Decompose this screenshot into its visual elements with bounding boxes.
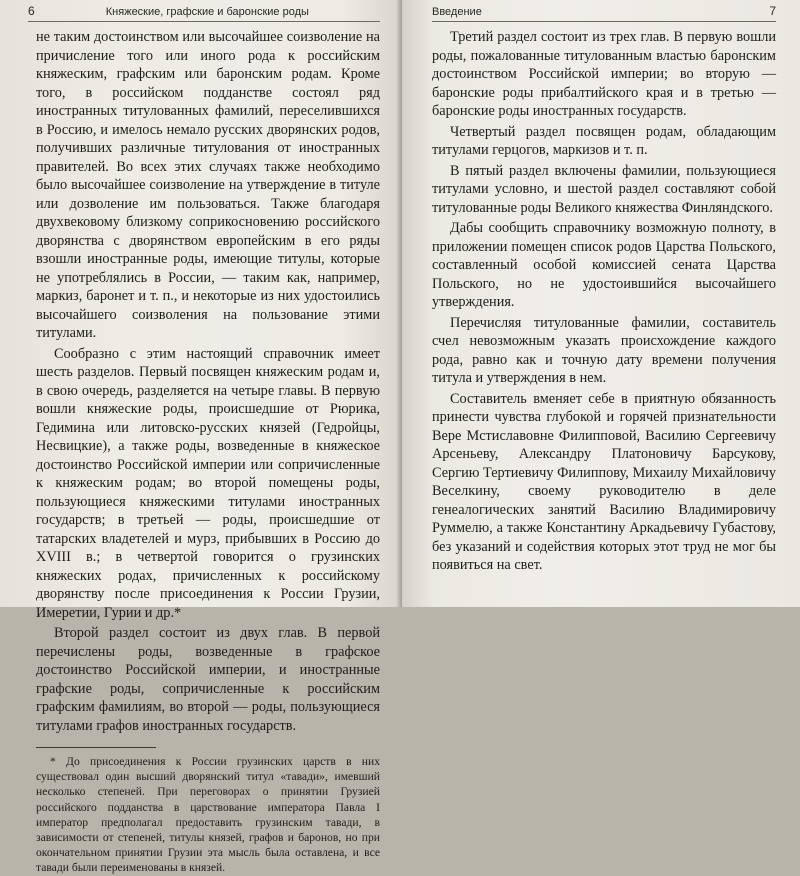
left-paragraph: не таким достоинством или высочайшее соизволение на причисление того или иного рода к российским княжеским, графским или баронским родам. Кроме того, в российском подданстве состоял ряд иностранных титулованных фамилий, переселившихся в Россию, и имелось немало русских дворянских родов, получивших различные титулования от иностранных правителей. Во всех этих случаях также необходимо было высочайшее соизволение на утверждение в титуле или дозволение им пользоваться. Также благодаря двухвековому близкому соприкосновению российского дворянства с дворянством европейским в его ряды взошли иностранные роды, имеющие титулы, которые не употреблялись в России, — таким как, например, маркиз, баронет и т. п., и некоторые из них удостоились высочайшего соизволения на пользование этими титулами.: [36, 29, 380, 341]
right-paragraph: В пятый раздел включены фамилии, пользующиеся титулами условно, и шестой раздел составляют собой титулованные роды Великого княжества Финляндского.: [432, 162, 776, 216]
left-paragraph: Сообразно с этим настоящий справочник имеет шесть разделов. Первый посвящен княжеским родам и, в свою очередь, разделяется на четыре главы. В первую вошли княжеские роды, происшедшие от Рюрика, Гедимина или литовско-русских князей (Гедройцы, Несвицкие), а также роды, возведенные в княжеское достоинство Российской империи или сопричисленные к княжеским родам; во второй помещены роды, пользующиеся княжескими титулами иностранных государств; в третьей — роды, происшедшие от татарских владетелей и мурз, прибывших в Россию до XVIII в.; в четвертой говорится о грузинских княжеских родах, причисленных к российскому дворянству после присоединения к России Грузии, Имеретии, Гурии и др.*: [36, 345, 380, 621]
right-paragraph: Дабы сообщить справочнику возможную полноту, в приложении помещен список родов Царства Польского, составленный особой комиссией сената Царства Польского, но не удостоившийся высочайшего утверждения.: [432, 220, 776, 310]
right-body-text: [432, 28, 776, 575]
right-paragraph: Третий раздел состоит из трех глав. В первую вошли роды, пожалованные титулованным властью баронским достоинством Российской империи; во вторую — баронские роды прибалтийского края и в третью — баронские роды иностранных государств.: [432, 29, 776, 119]
left-paragraph: Второй раздел состоит из двух глав. В первой перечислены роды, возведенные в графское достоинство Российской империи, и иностранные графские роды, сопричисленные к российским графским фамилиям, во второй — роды, пользующиеся титулами графов иностранных государств.: [36, 625, 380, 734]
right-page-number: 7: [769, 4, 776, 18]
footnote-text: * До присоединения к России грузинских царств в них существовал один высший дворянский титул «тавади», имевший несколько степеней. При переговорах о принятии Грузией российского подданства в царствование императора Павла I император предполагал предоставить грузинским тавади, в зависимости от степеней, титулы князей, графов и баронов, но при окончательном принятии Грузии эта мысль была оставлена, и все тавади были переименованы в князей.: [36, 755, 380, 875]
right-page: [402, 0, 800, 607]
right-paragraph: Четвертый раздел посвящен родам, обладающим титулами герцогов, маркизов и т. п.: [432, 123, 776, 158]
right-running-title: Введение: [432, 6, 482, 18]
left-body-text: [36, 28, 380, 735]
footnote: [36, 754, 380, 876]
footnote-divider: [36, 747, 156, 748]
right-running-head: [432, 4, 776, 22]
left-running-head: [28, 4, 380, 22]
right-paragraph: Составитель вменяет себе в приятную обязанность принести чувства глубокой и горячей признательности Вере Мстиславовне Филипповой, Василию Сергеевичу Арсеньеву, Александру Платоновичу Барсукову, Сергию Тертиевичу Филиппову, Михаилу Михайловичу Веселкину, своему руководителю в деле генеалогических занятий Василию Владимировичу Руммелю, а также Константину Аркадьевичу Губастову, без указаний и содействия которых этот труд не мог бы появиться на свет.: [432, 390, 776, 573]
right-paragraph: Перечисляя титулованные фамилии, составитель счел невозможным указать происхождение каждого рода, равно как и точную дату времени получения титула и утверждения в нем.: [432, 314, 776, 386]
left-running-title: Княжеские, графские и баронские роды: [105, 6, 309, 18]
left-page-number: 6: [28, 4, 35, 18]
